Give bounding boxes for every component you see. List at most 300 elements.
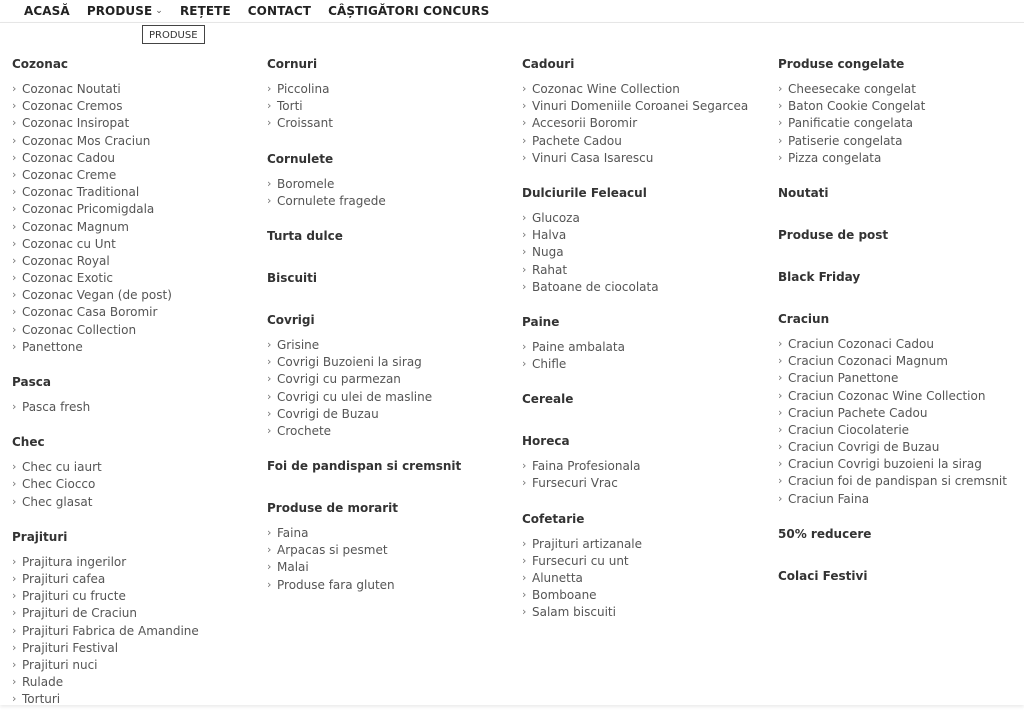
- subcategory-label: Covrigi Buzoieni la sirag: [277, 355, 422, 370]
- subcategory-label: Piccolina: [277, 82, 330, 96]
- subcategory-label: Pasca fresh: [22, 400, 91, 414]
- subcategory-list: [522, 458, 772, 492]
- category-link-colaci-festivi[interactable]: Colaci Festivi: [778, 568, 868, 583]
- chevron-right-icon: ›: [12, 571, 17, 585]
- subcategory-label: Nuga: [532, 245, 564, 260]
- chevron-right-icon: ›: [12, 116, 17, 130]
- subcategory-link[interactable]: [12, 184, 262, 201]
- category-link-paine[interactable]: Paine: [522, 314, 560, 329]
- subcategory-link[interactable]: [778, 405, 1024, 422]
- subcategory-link[interactable]: [12, 270, 262, 287]
- chevron-right-icon: ›: [778, 405, 783, 419]
- subcategory-link[interactable]: [522, 475, 772, 492]
- chevron-right-icon: ›: [522, 357, 527, 371]
- subcategory-link[interactable]: [522, 98, 772, 115]
- chevron-right-icon: ›: [522, 553, 527, 567]
- chevron-right-icon: ›: [12, 185, 17, 199]
- subcategory-label: Cozonac Cremos: [22, 99, 123, 114]
- subcategory-list: [12, 459, 262, 511]
- category-link-noutati[interactable]: Noutati: [778, 185, 829, 200]
- subcategory-link[interactable]: [778, 439, 1024, 456]
- category-link-chec[interactable]: Chec: [12, 435, 45, 450]
- subcategory-link[interactable]: [12, 304, 262, 321]
- chevron-right-icon: ›: [778, 491, 783, 505]
- subcategory-link[interactable]: [267, 525, 517, 542]
- chevron-right-icon: ›: [267, 389, 272, 403]
- category-link-biscuiti[interactable]: Biscuiti: [267, 270, 318, 285]
- menu-group-produse-congelate: [778, 56, 1024, 167]
- nav-item-label: CÂȘTIGĂTORI CONCURS: [328, 4, 490, 18]
- subcategory-link[interactable]: [778, 456, 1024, 473]
- nav-item-label: REȚETE: [179, 4, 231, 18]
- subcategory-list: [12, 399, 262, 416]
- chevron-right-icon: ›: [12, 589, 17, 603]
- category-link-foi-de-pandispan-si-cremsnit[interactable]: Foi de pandispan si cremsnit: [267, 459, 462, 474]
- subcategory-label: Boromele: [277, 176, 335, 191]
- category-link-dulciurile-feleacul[interactable]: Dulciurile Feleacul: [522, 185, 647, 200]
- subcategory-label: Cozonac Cadou: [22, 150, 116, 165]
- subcategory-label: Cozonac Wine Collection: [532, 82, 680, 96]
- chevron-right-icon: ›: [522, 571, 527, 584]
- chevron-right-icon: ›: [522, 262, 527, 276]
- subcategory-list: [267, 176, 517, 210]
- subcategory-link[interactable]: [778, 98, 1024, 115]
- subcategory-label: Cornulete fragede: [277, 193, 386, 208]
- menu-column-1: [12, 56, 262, 726]
- subcategory-link[interactable]: [778, 473, 1024, 490]
- subcategory-link[interactable]: [12, 674, 262, 691]
- subcategory-label: Craciun Covrigi de Buzau: [788, 440, 940, 455]
- chevron-right-icon: ›: [778, 388, 783, 402]
- subcategory-label: Croissant: [277, 116, 333, 131]
- subcategory-link[interactable]: [12, 459, 262, 476]
- subcategory-label: Craciun Ciocolaterie: [788, 422, 910, 437]
- subcategory-label: Torti: [277, 99, 303, 114]
- menu-group-cornulete: [267, 151, 517, 210]
- chevron-right-icon: ›: [12, 202, 17, 216]
- category-link-cornuri[interactable]: Cornuri: [267, 57, 318, 71]
- menu-column-3: [522, 56, 772, 640]
- chevron-right-icon: ›: [267, 99, 272, 113]
- chevron-right-icon: ›: [12, 494, 17, 508]
- subcategory-label: Halva: [532, 228, 567, 243]
- subcategory-list: [522, 339, 772, 373]
- subcategory-label: Torturi: [22, 692, 61, 707]
- subcategory-link[interactable]: [522, 553, 772, 570]
- nav-item-contact[interactable]: [248, 4, 311, 18]
- subcategory-link[interactable]: [12, 81, 262, 98]
- subcategory-list: [778, 336, 1024, 508]
- chevron-right-icon: ›: [778, 82, 783, 95]
- subcategory-label: Faina Profesionala: [532, 459, 641, 474]
- subcategory-link[interactable]: [12, 98, 262, 115]
- category-link-turta-dulce[interactable]: Turta dulce: [267, 228, 343, 243]
- subcategory-list: [267, 525, 517, 594]
- subcategory-link[interactable]: [522, 133, 772, 150]
- chevron-right-icon: ›: [12, 675, 17, 689]
- subcategory-link[interactable]: [778, 491, 1024, 508]
- menu-group-50-reducere: [778, 526, 1024, 543]
- subcategory-list: [12, 554, 262, 709]
- subcategory-label: Vinuri Domeniile Coroanei Segarcea: [532, 99, 749, 114]
- category-link-craciun[interactable]: Craciun: [778, 311, 830, 326]
- chevron-right-icon: ›: [12, 271, 17, 285]
- subcategory-link[interactable]: [267, 337, 517, 354]
- subcategory-link[interactable]: [778, 422, 1024, 439]
- subcategory-link[interactable]: [267, 559, 517, 576]
- subcategory-label: Covrigi cu ulei de masline: [277, 389, 433, 404]
- subcategory-label: Grisine: [277, 337, 320, 352]
- category-link-produse-congelate[interactable]: Produse congelate: [778, 57, 905, 71]
- menu-group-prajituri: [12, 529, 262, 709]
- chevron-right-icon: ›: [267, 423, 272, 437]
- subcategory-link[interactable]: [778, 388, 1024, 405]
- nav-item-produse[interactable]: [87, 4, 163, 18]
- chevron-right-icon: ›: [12, 305, 17, 319]
- subcategory-list: [778, 81, 1024, 167]
- subcategory-link[interactable]: [12, 640, 262, 657]
- menu-group-noutati: [778, 185, 1024, 202]
- subcategory-label: Produse fara gluten: [277, 577, 395, 592]
- category-link-50-reducere[interactable]: 50% reducere: [778, 526, 872, 541]
- subcategory-label: Rahat: [532, 262, 568, 277]
- subcategory-label: Chec cu iaurt: [22, 460, 102, 475]
- subcategory-link[interactable]: [522, 536, 772, 553]
- chevron-right-icon: ›: [12, 400, 17, 413]
- subcategory-link[interactable]: [267, 542, 517, 559]
- subcategory-link[interactable]: [522, 279, 772, 296]
- menu-group-cornuri: [267, 56, 517, 133]
- chevron-right-icon: ›: [778, 422, 783, 436]
- subcategory-label: Craciun Covrigi buzoieni la sirag: [788, 457, 982, 472]
- subcategory-link[interactable]: [267, 98, 517, 115]
- chevron-right-icon: ›: [12, 657, 17, 671]
- chevron-right-icon: ›: [522, 605, 527, 619]
- chevron-right-icon: ›: [267, 526, 272, 540]
- subcategory-link[interactable]: [12, 133, 262, 150]
- subcategory-label: Arpacas si pesmet: [277, 543, 388, 558]
- subcategory-link[interactable]: [267, 81, 517, 98]
- category-link-prajituri[interactable]: Prajituri: [12, 529, 68, 544]
- subcategory-label: Bomboane: [532, 588, 597, 603]
- subcategory-link[interactable]: [12, 115, 262, 132]
- subcategory-label: Craciun Cozonaci Magnum: [788, 354, 948, 369]
- chevron-right-icon: ›: [522, 459, 527, 473]
- subcategory-label: Fursecuri Vrac: [532, 476, 618, 491]
- chevron-right-icon: ›: [12, 623, 17, 637]
- subcategory-link[interactable]: [267, 354, 517, 371]
- chevron-right-icon: ›: [522, 339, 527, 353]
- menu-group-cozonac: [12, 56, 262, 356]
- chevron-right-icon: ›: [522, 150, 527, 164]
- chevron-right-icon: ›: [267, 337, 272, 351]
- chevron-right-icon: ›: [12, 82, 17, 95]
- chevron-right-icon: ›: [267, 355, 272, 369]
- subcategory-label: Cozonac Exotic: [22, 271, 114, 286]
- chevron-right-icon: ›: [522, 245, 527, 259]
- subcategory-list: [522, 536, 772, 622]
- chevron-right-icon: ›: [267, 560, 272, 574]
- menu-group-craciun: [778, 311, 1024, 508]
- category-link-produse-de-post[interactable]: Produse de post: [778, 227, 889, 242]
- subcategory-label: Craciun Pachete Cadou: [788, 405, 928, 420]
- subcategory-label: Cheesecake congelat: [788, 82, 916, 96]
- chevron-right-icon: ›: [778, 457, 783, 471]
- category-link-cofetarie[interactable]: Cofetarie: [522, 511, 585, 526]
- subcategory-label: Cozonac Traditional: [22, 185, 140, 200]
- menu-group-produse-de-morarit: [267, 500, 517, 594]
- chevron-right-icon: ›: [12, 288, 17, 302]
- subcategory-label: Chec Ciocco: [22, 477, 96, 492]
- chevron-right-icon: ›: [267, 176, 272, 190]
- chevron-right-icon: ›: [778, 371, 783, 385]
- chevron-right-icon: ›: [778, 150, 783, 164]
- subcategory-label: Pachete Cadou: [532, 133, 622, 148]
- chevron-right-icon: ›: [12, 606, 17, 620]
- subcategory-label: Covrigi de Buzau: [277, 406, 379, 421]
- subcategory-label: Cozonac Magnum: [22, 219, 129, 234]
- subcategory-label: Prajituri cafea: [22, 571, 106, 586]
- chevron-right-icon: ›: [12, 322, 17, 336]
- subcategory-link[interactable]: [267, 577, 517, 594]
- chevron-right-icon: ›: [778, 116, 783, 130]
- subcategory-link[interactable]: [522, 339, 772, 356]
- subcategory-link[interactable]: [522, 81, 772, 98]
- chevron-right-icon: ›: [12, 640, 17, 654]
- menu-group-pasca: [12, 374, 262, 416]
- category-link-pasca[interactable]: Pasca: [12, 375, 51, 389]
- menu-group-horeca: [522, 433, 772, 492]
- subcategory-link[interactable]: [522, 210, 772, 227]
- subcategory-label: Rulade: [22, 675, 64, 690]
- category-link-cozonac[interactable]: Cozonac: [12, 57, 69, 71]
- subcategory-label: Prajituri Festival: [22, 640, 119, 655]
- subcategory-list: [267, 337, 517, 440]
- subcategory-link[interactable]: [12, 322, 262, 339]
- chevron-right-icon: ›: [522, 279, 527, 293]
- subcategory-label: Cozonac Royal: [22, 253, 110, 268]
- subcategory-link[interactable]: [522, 244, 772, 261]
- menu-group-biscuiti: [267, 270, 517, 287]
- subcategory-list: [12, 81, 262, 356]
- subcategory-link[interactable]: [12, 657, 262, 674]
- category-link-cereale[interactable]: Cereale: [522, 392, 574, 407]
- subcategory-label: Craciun Cozonaci Cadou: [788, 336, 934, 351]
- subcategory-label: Craciun foi de pandispan si cremsnit: [788, 474, 1007, 489]
- nav-item-retete[interactable]: [180, 4, 231, 18]
- top-navigation: [0, 0, 1024, 22]
- subcategory-label: Prajituri Fabrica de Amandine: [22, 623, 199, 638]
- subcategory-label: Glucoza: [532, 210, 580, 225]
- chevron-right-icon: ›: [522, 116, 527, 130]
- chevron-right-icon: ›: [267, 372, 272, 386]
- subcategory-link[interactable]: [522, 262, 772, 279]
- subcategory-link[interactable]: [778, 370, 1024, 387]
- subcategory-label: Pizza congelata: [788, 150, 882, 165]
- subcategory-link[interactable]: [12, 236, 262, 253]
- subcategory-label: Vinuri Casa Isarescu: [532, 150, 654, 165]
- menu-group-paine: [522, 314, 772, 373]
- nav-item-label: PRODUSE: [86, 4, 153, 18]
- chevron-right-icon: ›: [522, 588, 527, 602]
- subcategory-label: Chifle: [532, 357, 567, 372]
- subcategory-link[interactable]: [12, 691, 262, 708]
- chevron-right-icon: ›: [522, 133, 527, 147]
- category-link-black-friday[interactable]: Black Friday: [778, 269, 861, 284]
- subcategory-label: Cozonac Creme: [22, 167, 117, 182]
- subcategory-list: [522, 210, 772, 296]
- subcategory-label: Cozonac Collection: [22, 322, 137, 337]
- menu-group-foi-de-pandispan-si-cremsnit: [267, 458, 517, 475]
- chevron-right-icon: ›: [267, 82, 272, 95]
- nav-item-label: ACASĂ: [24, 4, 70, 18]
- menu-group-produse-de-post: [778, 227, 1024, 244]
- category-link-cadouri[interactable]: Cadouri: [522, 57, 575, 71]
- subcategory-link[interactable]: [267, 389, 517, 406]
- subcategory-list: [267, 81, 517, 133]
- subcategory-label: Salam biscuiti: [532, 605, 616, 620]
- menu-group-chec: [12, 434, 262, 511]
- subcategory-label: Accesorii Boromir: [532, 116, 638, 131]
- subcategory-label: Cozonac Mos Craciun: [22, 133, 151, 148]
- subcategory-label: Alunetta: [532, 571, 583, 585]
- subcategory-link[interactable]: [522, 356, 772, 373]
- subcategory-link[interactable]: [522, 587, 772, 604]
- subcategory-link[interactable]: [267, 406, 517, 423]
- subcategory-link[interactable]: [12, 588, 262, 605]
- nav-item-label: CONTACT: [247, 4, 312, 18]
- chevron-right-icon: ›: [778, 336, 783, 350]
- chevron-right-icon: ›: [12, 99, 17, 113]
- category-link-horeca[interactable]: Horeca: [522, 434, 570, 449]
- chevron-right-icon: ›: [12, 477, 17, 491]
- chevron-right-icon: ›: [522, 210, 527, 224]
- subcategory-link[interactable]: [267, 193, 517, 210]
- subcategory-link[interactable]: [778, 115, 1024, 132]
- subcategory-link[interactable]: [12, 571, 262, 588]
- chevron-right-icon: ›: [522, 82, 527, 95]
- category-link-covrigi[interactable]: Covrigi: [267, 312, 315, 327]
- chevron-right-icon: ›: [522, 228, 527, 242]
- chevron-right-icon: ›: [12, 133, 17, 147]
- subcategory-label: Cozonac cu Unt: [22, 236, 116, 251]
- subcategory-link[interactable]: [778, 336, 1024, 353]
- subcategory-label: Prajituri de Craciun: [22, 606, 137, 621]
- subcategory-link[interactable]: [522, 227, 772, 244]
- chevron-right-icon: ›: [12, 692, 17, 706]
- chevron-right-icon: ›: [267, 577, 272, 591]
- subcategory-link[interactable]: [12, 554, 262, 571]
- chevron-right-icon: ›: [267, 406, 272, 420]
- subcategory-link[interactable]: [522, 570, 772, 587]
- products-mega-menu: [0, 22, 1024, 705]
- subcategory-label: Chec glasat: [22, 494, 93, 509]
- subcategory-label: Craciun Faina: [788, 491, 870, 506]
- menu-group-cofetarie: [522, 511, 772, 622]
- subcategory-link[interactable]: [12, 219, 262, 236]
- subcategory-link[interactable]: [267, 176, 517, 193]
- chevron-right-icon: ›: [522, 536, 527, 550]
- menu-column-4: [778, 56, 1024, 610]
- menu-group-cereale: [522, 391, 772, 408]
- subcategory-list: [522, 81, 772, 167]
- chevron-down-icon: ⌄: [155, 6, 163, 16]
- category-link-produse-de-morarit[interactable]: Produse de morarit: [267, 501, 398, 516]
- subcategory-label: Fursecuri cu unt: [532, 553, 629, 568]
- nav-item-castigatori-concurs[interactable]: [328, 4, 489, 18]
- subcategory-link[interactable]: [12, 253, 262, 270]
- subcategory-link[interactable]: [12, 339, 262, 356]
- subcategory-link[interactable]: [778, 150, 1024, 167]
- chevron-right-icon: ›: [12, 236, 17, 250]
- chevron-right-icon: ›: [267, 193, 272, 207]
- menu-group-covrigi: [267, 312, 517, 440]
- chevron-right-icon: ›: [12, 253, 17, 267]
- subcategory-label: Prajituri nuci: [22, 657, 98, 672]
- hover-tooltip: PRODUSE: [142, 25, 205, 44]
- subcategory-label: Paine ambalata: [532, 339, 625, 354]
- subcategory-link[interactable]: [12, 167, 262, 184]
- chevron-right-icon: ›: [778, 99, 783, 113]
- subcategory-link[interactable]: [267, 115, 517, 132]
- chevron-right-icon: ›: [12, 150, 17, 164]
- subcategory-link[interactable]: [267, 371, 517, 388]
- chevron-right-icon: ›: [522, 476, 527, 490]
- subcategory-link[interactable]: [12, 399, 262, 416]
- subcategory-label: Panificatie congelata: [788, 116, 914, 131]
- nav-item-acasa[interactable]: [24, 4, 70, 18]
- subcategory-label: Covrigi cu parmezan: [277, 372, 401, 387]
- menu-group-cadouri: [522, 56, 772, 167]
- subcategory-link[interactable]: [12, 494, 262, 511]
- subcategory-label: Cozonac Casa Boromir: [22, 305, 158, 320]
- chevron-right-icon: ›: [267, 116, 272, 130]
- subcategory-link[interactable]: [778, 133, 1024, 150]
- category-link-cornulete[interactable]: Cornulete: [267, 151, 334, 166]
- subcategory-label: Prajitura ingerilor: [22, 554, 127, 569]
- chevron-right-icon: ›: [778, 354, 783, 368]
- chevron-right-icon: ›: [12, 167, 17, 181]
- subcategory-link[interactable]: [12, 287, 262, 304]
- subcategory-label: Cozonac Noutati: [22, 82, 121, 96]
- subcategory-link[interactable]: [522, 604, 772, 621]
- subcategory-link[interactable]: [12, 476, 262, 493]
- subcategory-link[interactable]: [522, 150, 772, 167]
- menu-group-dulciurile-feleacul: [522, 185, 772, 296]
- menu-group-colaci-festivi: [778, 568, 1024, 585]
- subcategory-label: Faina: [277, 526, 309, 541]
- chevron-right-icon: ›: [778, 474, 783, 488]
- subcategory-link[interactable]: [12, 201, 262, 218]
- subcategory-link[interactable]: [12, 605, 262, 622]
- menu-column-2: [267, 56, 517, 612]
- subcategory-label: Cozonac Vegan (de post): [22, 288, 172, 303]
- subcategory-label: Crochete: [277, 423, 332, 438]
- subcategory-label: Craciun Panettone: [788, 371, 899, 386]
- subcategory-link[interactable]: [522, 115, 772, 132]
- subcategory-link[interactable]: [267, 423, 517, 440]
- chevron-right-icon: ›: [12, 460, 17, 474]
- menu-group-black-friday: [778, 269, 1024, 286]
- subcategory-label: Prajituri cu fructe: [22, 589, 126, 604]
- subcategory-label: Prajituri artizanale: [532, 536, 643, 551]
- subcategory-link[interactable]: [778, 353, 1024, 370]
- subcategory-link[interactable]: [12, 623, 262, 640]
- subcategory-link[interactable]: [778, 81, 1024, 98]
- subcategory-label: Malai: [277, 560, 309, 575]
- subcategory-link[interactable]: [522, 458, 772, 475]
- subcategory-link[interactable]: [12, 150, 262, 167]
